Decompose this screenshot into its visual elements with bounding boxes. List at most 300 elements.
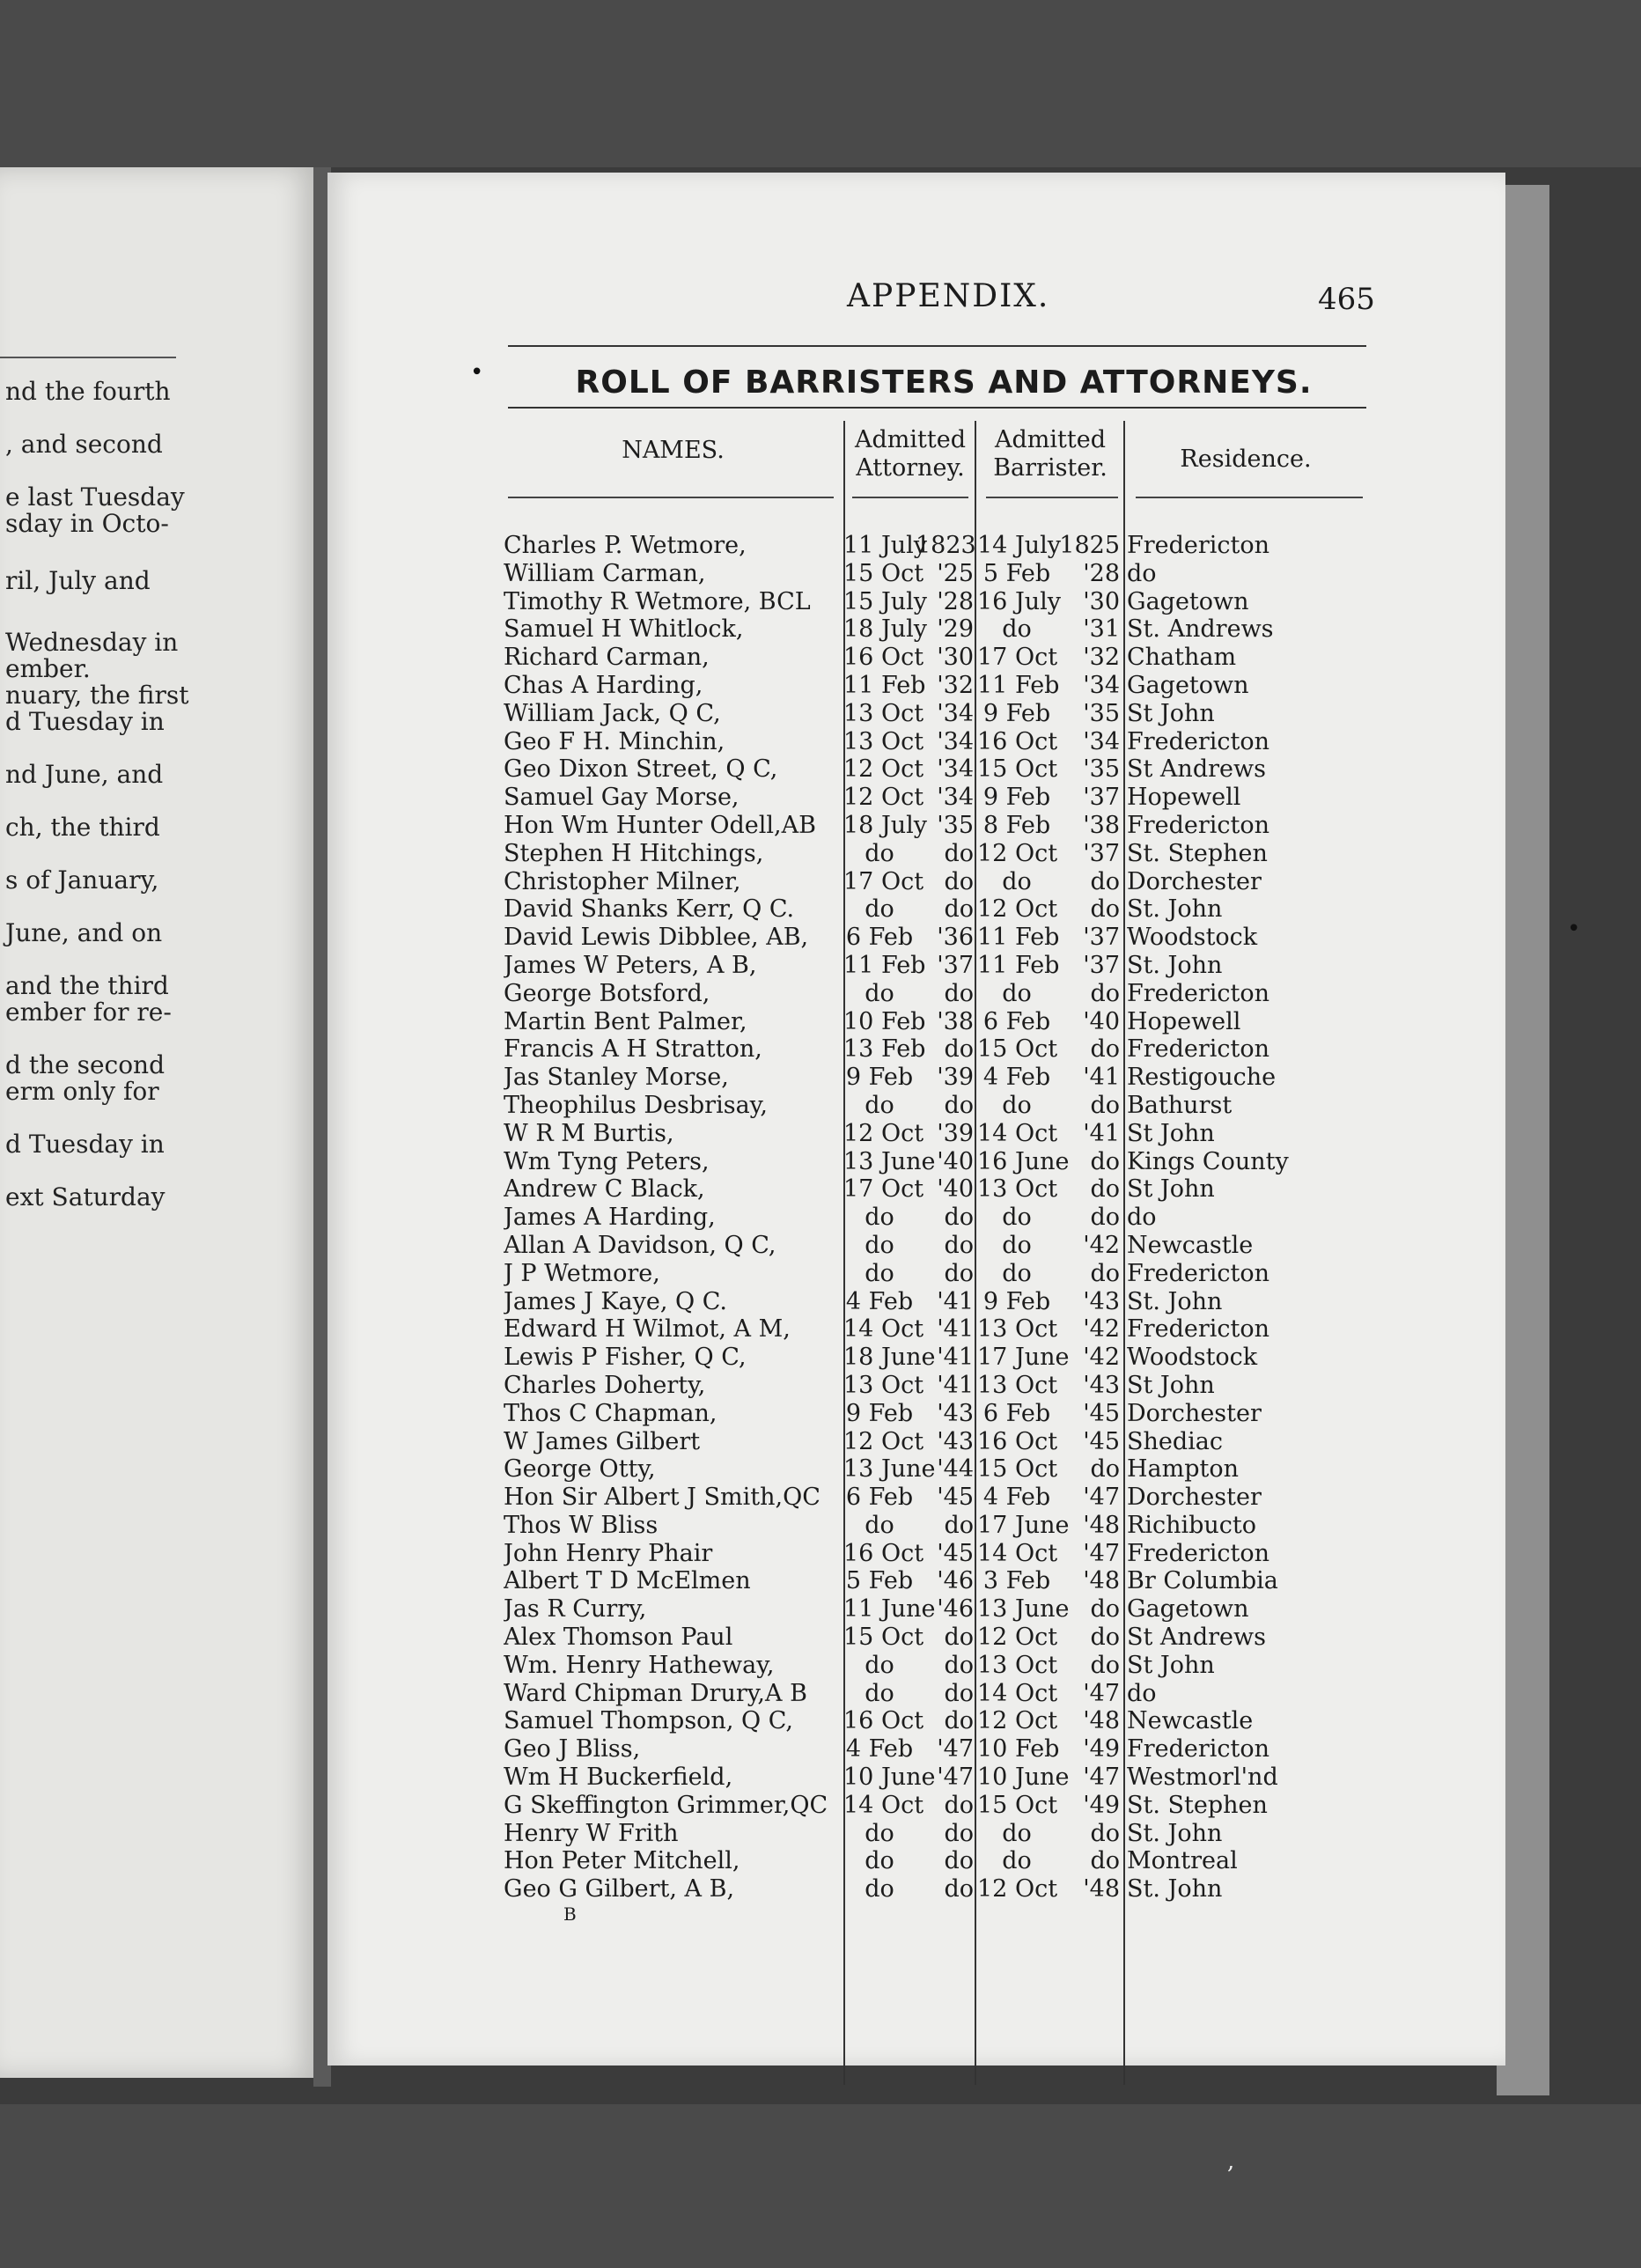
right-page (327, 173, 1505, 2066)
cell-attorney-date: 12 Oct (843, 1427, 924, 1455)
cell-barrister-date: 13 June (977, 1595, 1070, 1624)
cell-attorney-year: '39 (937, 1064, 974, 1092)
cell-barrister-year: do (1090, 1091, 1120, 1119)
cell-name: Timothy R Wetmore, BCL (504, 587, 811, 615)
cell-residence: Bathurst (1127, 1091, 1233, 1119)
cell-barrister-date: do (1002, 1847, 1032, 1875)
cell-barrister-year: '41 (1083, 1119, 1120, 1147)
cell-barrister-date: 16 Oct (977, 1427, 1058, 1455)
cell-barrister-date: do (1002, 1204, 1032, 1232)
left-page-line: nd the fourth (5, 377, 171, 406)
cell-residence: Fredericton (1127, 1735, 1270, 1764)
cell-residence: Fredericton (1127, 1259, 1270, 1287)
cell-attorney-year: '29 (937, 615, 974, 644)
cell-residence: Fredericton (1127, 979, 1270, 1007)
cell-barrister-date: 10 Feb (977, 1735, 1060, 1764)
cell-residence: St John (1127, 1175, 1215, 1204)
cell-residence: Gagetown (1127, 1595, 1249, 1624)
cell-attorney-year: do (944, 1651, 974, 1679)
cell-residence: Fredericton (1127, 532, 1270, 559)
table-row (327, 1120, 1505, 1148)
cell-residence: Kings County (1127, 1147, 1289, 1175)
cell-attorney-year: '46 (937, 1595, 974, 1624)
cell-attorney-date: do (865, 1204, 894, 1232)
cell-barrister-date: 4 Feb (982, 1484, 1051, 1512)
table-row (327, 1372, 1505, 1400)
cell-residence: Richibucto (1127, 1511, 1257, 1539)
table-row (327, 1847, 1505, 1875)
cell-barrister-date: 17 June (977, 1344, 1070, 1372)
cell-barrister-date: 17 Oct (977, 644, 1058, 672)
left-page-line: Wednesday in (5, 628, 179, 657)
cell-attorney-year: '35 (937, 811, 974, 839)
cell-name: Hon Wm Hunter Odell,AB (504, 811, 816, 839)
cell-residence: Montreal (1127, 1847, 1238, 1875)
left-facing-page (0, 167, 319, 2078)
cell-barrister-year: '48 (1083, 1707, 1120, 1735)
cell-barrister-year: '28 (1083, 559, 1120, 587)
cell-attorney-date: 13 June (843, 1455, 936, 1484)
cell-residence: Br Columbia (1127, 1567, 1278, 1595)
cell-attorney-year: do (944, 1819, 974, 1847)
cell-name: Wm Tyng Peters, (504, 1147, 710, 1175)
cell-name: John Henry Phair (504, 1539, 713, 1567)
cell-attorney-year: '41 (937, 1344, 974, 1372)
table-row (327, 700, 1505, 728)
cell-attorney-date: do (865, 1819, 894, 1847)
cell-residence: Newcastle (1127, 1707, 1254, 1735)
cell-attorney-date: 9 Feb (845, 1064, 914, 1092)
cell-barrister-year: '40 (1083, 1007, 1120, 1035)
table-row (327, 1680, 1505, 1708)
left-page-line: and the third (5, 971, 169, 1000)
table-row (327, 1540, 1505, 1568)
cell-residence: Shediac (1127, 1427, 1224, 1455)
cell-attorney-year: do (944, 1035, 974, 1064)
cell-name: Stephen H Hitchings, (504, 839, 764, 867)
table-row (327, 728, 1505, 756)
left-page-line: erm only for (5, 1077, 159, 1106)
backdrop-top (0, 0, 1641, 167)
cell-attorney-date: 16 Oct (843, 1539, 924, 1567)
table-row (327, 1595, 1505, 1624)
cell-barrister-year: '47 (1083, 1539, 1120, 1567)
cell-residence: Fredericton (1127, 1539, 1270, 1567)
left-page-line: ch, the third (5, 813, 160, 842)
col-rule-attorney (852, 497, 968, 498)
cell-barrister-year: '35 (1083, 755, 1120, 784)
table-row (327, 1652, 1505, 1680)
cell-barrister-year: '47 (1083, 1679, 1120, 1707)
table-row (327, 1260, 1505, 1288)
cell-residence: St. Andrews (1127, 615, 1274, 644)
left-page-line: ember. (5, 654, 91, 683)
cell-residence: Chatham (1127, 644, 1237, 672)
cell-attorney-date: do (865, 839, 894, 867)
cell-barrister-year: '49 (1083, 1791, 1120, 1819)
cell-barrister-date: 9 Feb (982, 1287, 1051, 1315)
cell-barrister-year: do (1090, 867, 1120, 895)
cell-attorney-year: do (944, 1204, 974, 1232)
cell-residence: St John (1127, 699, 1215, 727)
cell-attorney-year: '44 (937, 1455, 974, 1484)
table-row (327, 1008, 1505, 1036)
left-page-line: d Tuesday in (5, 1130, 165, 1159)
table-row (327, 1064, 1505, 1092)
running-head: APPENDIX. (847, 278, 1050, 314)
left-page-line: , and second (5, 430, 163, 459)
cell-attorney-year: do (944, 867, 974, 895)
cell-barrister-date: 15 Oct (977, 1455, 1058, 1484)
cell-residence: Hopewell (1127, 1007, 1241, 1035)
cell-attorney-year: do (944, 1707, 974, 1735)
page-title: ROLL OF BARRISTERS AND ATTORNEYS. (575, 364, 1313, 401)
cell-name: Andrew C Black, (504, 1175, 705, 1204)
cell-residence: St Andrews (1127, 1624, 1266, 1652)
cell-residence: do (1127, 559, 1157, 587)
cell-barrister-date: 13 Oct (977, 1371, 1058, 1399)
cell-barrister-year: '37 (1083, 924, 1120, 952)
table-row (327, 1204, 1505, 1232)
table-row (327, 784, 1505, 812)
cell-barrister-year: do (1090, 1035, 1120, 1064)
cell-attorney-year: '47 (937, 1735, 974, 1764)
table-row (327, 1428, 1505, 1456)
cell-barrister-date: 12 Oct (977, 1875, 1058, 1904)
cell-barrister-date: 16 June (977, 1147, 1070, 1175)
table-row (327, 560, 1505, 588)
cell-barrister-date: 12 Oct (977, 839, 1058, 867)
cell-residence: Dorchester (1127, 867, 1262, 895)
cell-barrister-date: 14 Oct (977, 1679, 1058, 1707)
cell-residence: St. John (1127, 1819, 1223, 1847)
col-head-barrister (977, 426, 1123, 482)
cell-attorney-date: do (865, 1091, 894, 1119)
cell-attorney-year: do (944, 895, 974, 924)
cell-name: Jas Stanley Morse, (504, 1064, 729, 1092)
cell-name: James A Harding, (504, 1204, 716, 1232)
cell-residence: Hopewell (1127, 784, 1241, 812)
cell-barrister-date: do (1002, 1259, 1032, 1287)
cell-name: Geo F H. Minchin, (504, 727, 725, 755)
cell-attorney-date: 14 Oct (843, 1791, 924, 1819)
cell-attorney-year: '41 (937, 1315, 974, 1344)
cell-attorney-date: 6 Feb (845, 1484, 914, 1512)
cell-name: Hon Sir Albert J Smith,QC (504, 1484, 820, 1512)
table-row (327, 812, 1505, 840)
cell-name: George Botsford, (504, 979, 710, 1007)
cell-attorney-date: do (865, 1875, 894, 1904)
cell-attorney-date: 10 Feb (843, 1007, 926, 1035)
cell-attorney-year: do (944, 1231, 974, 1259)
left-page-line: nd June, and (5, 760, 164, 789)
col-head-attorney-line2: Attorney. (856, 454, 965, 482)
left-page-line: sday in Octo- (5, 509, 169, 538)
cell-barrister-year: '34 (1083, 727, 1120, 755)
cell-attorney-date: do (865, 895, 894, 924)
cell-barrister-year: '42 (1083, 1315, 1120, 1344)
cell-barrister-date: do (1002, 867, 1032, 895)
cell-barrister-date: 15 Oct (977, 1791, 1058, 1819)
cell-name: David Shanks Kerr, Q C. (504, 895, 795, 924)
cell-attorney-date: 18 June (843, 1344, 936, 1372)
table-row (327, 588, 1505, 616)
table-row (327, 1288, 1505, 1316)
cell-attorney-year: do (944, 1875, 974, 1904)
cell-name: Alex Thomson Paul (504, 1624, 733, 1652)
left-page-line: ember for re- (5, 998, 172, 1027)
cell-attorney-date: do (865, 1651, 894, 1679)
cell-residence: St John (1127, 1119, 1215, 1147)
cell-name: Geo Dixon Street, Q C, (504, 755, 778, 784)
cell-barrister-date: 11 Feb (977, 924, 1060, 952)
cell-attorney-year: '46 (937, 1567, 974, 1595)
cell-residence: Hampton (1127, 1455, 1240, 1484)
cell-name: Ward Chipman Drury,A B (504, 1679, 807, 1707)
cell-name: Henry W Frith (504, 1819, 679, 1847)
cell-attorney-year: '37 (937, 951, 974, 979)
left-page-line: e last Tuesday (5, 482, 185, 512)
cell-residence: Dorchester (1127, 1399, 1262, 1427)
cell-barrister-date: 13 Oct (977, 1175, 1058, 1204)
cell-name: Martin Bent Palmer, (504, 1007, 747, 1035)
cell-barrister-year: do (1090, 1147, 1120, 1175)
cell-name: Richard Carman, (504, 644, 710, 672)
cell-residence: Gagetown (1127, 671, 1249, 699)
cell-attorney-year: '40 (937, 1175, 974, 1204)
cell-barrister-year: '31 (1083, 615, 1120, 644)
cell-name: Allan A Davidson, Q C, (504, 1231, 776, 1259)
cell-attorney-year: do (944, 1511, 974, 1539)
cell-name: Samuel Thompson, Q C, (504, 1707, 793, 1735)
cell-attorney-date: 4 Feb (845, 1287, 914, 1315)
table-row (327, 615, 1505, 644)
cell-name: Lewis P Fisher, Q C, (504, 1344, 747, 1372)
table-row (327, 1512, 1505, 1540)
cell-attorney-year: do (944, 1624, 974, 1652)
cell-attorney-date: 12 Oct (843, 784, 924, 812)
table-row (327, 840, 1505, 868)
ink-dot: • (1567, 916, 1581, 942)
cell-barrister-year: do (1090, 1175, 1120, 1204)
left-page-line: d Tuesday in (5, 707, 165, 736)
cell-name: Christopher Milner, (504, 867, 741, 895)
cell-attorney-date: 11 July (843, 532, 928, 559)
cell-attorney-date: 14 Oct (843, 1315, 924, 1344)
cell-attorney-date: 18 July (843, 811, 928, 839)
cell-attorney-date: 16 Oct (843, 644, 924, 672)
cell-name: Thos W Bliss (504, 1511, 659, 1539)
cell-name: Geo G Gilbert, A B, (504, 1875, 735, 1904)
cell-attorney-year: '39 (937, 1119, 974, 1147)
cell-name: W James Gilbert (504, 1427, 701, 1455)
table-row (327, 1484, 1505, 1512)
cell-attorney-date: 10 June (843, 1764, 936, 1792)
cell-barrister-date: 12 Oct (977, 1624, 1058, 1652)
cell-residence: St. John (1127, 1875, 1223, 1904)
cell-attorney-date: 13 Oct (843, 727, 924, 755)
cell-name: Samuel Gay Morse, (504, 784, 740, 812)
cell-attorney-date: 13 Feb (843, 1035, 926, 1064)
cell-barrister-year: '43 (1083, 1287, 1120, 1315)
cell-attorney-year: '38 (937, 1007, 974, 1035)
cell-barrister-year: do (1090, 979, 1120, 1007)
cell-barrister-year: '35 (1083, 699, 1120, 727)
cell-barrister-date: 5 Feb (982, 559, 1051, 587)
cell-barrister-year: '42 (1083, 1344, 1120, 1372)
cell-barrister-date: 15 Oct (977, 755, 1058, 784)
cell-barrister-date: 15 Oct (977, 1035, 1058, 1064)
cell-attorney-year: do (944, 1791, 974, 1819)
cell-barrister-date: 12 Oct (977, 895, 1058, 924)
cell-barrister-year: '49 (1083, 1735, 1120, 1764)
cell-barrister-year: 1825 (1059, 532, 1120, 559)
cell-attorney-date: 6 Feb (845, 924, 914, 952)
cell-name: William Carman, (504, 559, 706, 587)
cell-name: Chas A Harding, (504, 671, 703, 699)
cell-residence: Fredericton (1127, 1315, 1270, 1344)
cell-residence: St. Stephen (1127, 839, 1268, 867)
cell-residence: Woodstock (1127, 1344, 1258, 1372)
cell-barrister-year: '45 (1083, 1399, 1120, 1427)
cell-attorney-date: 16 Oct (843, 1707, 924, 1735)
cell-name: Wm. Henry Hatheway, (504, 1651, 775, 1679)
cell-attorney-date: 11 Feb (843, 671, 926, 699)
col-head-attorney-line1: Admitted (855, 426, 966, 453)
header-rule (508, 345, 1366, 347)
left-page-line: d the second (5, 1050, 166, 1079)
cell-residence: Gagetown (1127, 587, 1249, 615)
cell-attorney-date: 5 Feb (845, 1567, 914, 1595)
cell-barrister-date: 11 Feb (977, 951, 1060, 979)
col-head-barrister-line2: Barrister. (993, 454, 1107, 482)
cell-attorney-year: '34 (937, 727, 974, 755)
table-row (327, 1148, 1505, 1176)
cell-attorney-year: do (944, 1259, 974, 1287)
cell-attorney-year: '30 (937, 644, 974, 672)
cell-attorney-year: '45 (937, 1539, 974, 1567)
cell-name: Samuel H Whitlock, (504, 615, 744, 644)
backdrop-bottom (0, 2104, 1641, 2268)
cell-name: J P Wetmore, (504, 1259, 660, 1287)
cell-barrister-date: 13 Oct (977, 1315, 1058, 1344)
table-row (327, 1315, 1505, 1344)
cell-barrister-date: 4 Feb (982, 1064, 1051, 1092)
col-rule-names (508, 497, 834, 498)
cell-barrister-date: 6 Feb (982, 1007, 1051, 1035)
cell-residence: St John (1127, 1371, 1215, 1399)
cell-attorney-year: '43 (937, 1427, 974, 1455)
cell-name: Francis A H Stratton, (504, 1035, 762, 1064)
cell-attorney-year: '34 (937, 755, 974, 784)
cell-barrister-year: '41 (1083, 1064, 1120, 1092)
cell-barrister-date: do (1002, 1231, 1032, 1259)
table-row (327, 532, 1505, 560)
ink-dot: • (470, 359, 484, 386)
cell-barrister-year: '38 (1083, 811, 1120, 839)
table-row (327, 1792, 1505, 1820)
cell-barrister-year: '42 (1083, 1231, 1120, 1259)
cell-name: William Jack, Q C, (504, 699, 721, 727)
cell-attorney-date: do (865, 979, 894, 1007)
table-row (327, 924, 1505, 952)
cell-barrister-year: do (1090, 1595, 1120, 1624)
col-head-barrister-line1: Admitted (995, 426, 1106, 453)
cell-barrister-date: 12 Oct (977, 1707, 1058, 1735)
cell-attorney-date: 9 Feb (845, 1399, 914, 1427)
cell-attorney-year: do (944, 979, 974, 1007)
cell-attorney-date: 18 July (843, 615, 928, 644)
cell-barrister-year: do (1090, 1455, 1120, 1484)
cell-residence: St. John (1127, 1287, 1223, 1315)
cell-name: Jas R Curry, (504, 1595, 647, 1624)
cell-attorney-date: 13 June (843, 1147, 936, 1175)
cell-residence: Fredericton (1127, 727, 1270, 755)
cell-residence: Westmorl'nd (1127, 1764, 1278, 1792)
col-head-attorney (845, 426, 975, 482)
cell-name: W R M Burtis, (504, 1119, 674, 1147)
cell-attorney-date: do (865, 1511, 894, 1539)
cell-attorney-year: '41 (937, 1287, 974, 1315)
cell-attorney-date: 11 June (843, 1595, 936, 1624)
cell-attorney-year: 1823 (916, 532, 976, 559)
cell-name: George Otty, (504, 1455, 656, 1484)
cell-name: Hon Peter Mitchell, (504, 1847, 740, 1875)
cell-barrister-date: 14 Oct (977, 1539, 1058, 1567)
cell-barrister-date: 9 Feb (982, 699, 1051, 727)
left-page-line: ext Saturday (5, 1182, 166, 1211)
table-row (327, 755, 1505, 784)
cell-name: David Lewis Dibblee, AB, (504, 924, 809, 952)
cell-attorney-year: do (944, 1091, 974, 1119)
ink-dot: , (1227, 2148, 1235, 2175)
cell-residence: Dorchester (1127, 1484, 1262, 1512)
cell-barrister-date: 6 Feb (982, 1399, 1051, 1427)
cell-attorney-date: 12 Oct (843, 1119, 924, 1147)
cell-barrister-date: 16 Oct (977, 727, 1058, 755)
cell-attorney-year: '34 (937, 784, 974, 812)
cell-attorney-date: 17 Oct (843, 867, 924, 895)
cell-residence: Restigouche (1127, 1064, 1277, 1092)
cell-name: Thos C Chapman, (504, 1399, 717, 1427)
cell-residence: Newcastle (1127, 1231, 1254, 1259)
cell-barrister-year: do (1090, 1624, 1120, 1652)
cell-attorney-year: '47 (937, 1764, 974, 1792)
cell-residence: Fredericton (1127, 1035, 1270, 1064)
cell-attorney-date: do (865, 1259, 894, 1287)
col-head-names (504, 437, 843, 465)
cell-barrister-date: do (1002, 615, 1032, 644)
cell-barrister-year: '45 (1083, 1427, 1120, 1455)
cell-attorney-year: '43 (937, 1399, 974, 1427)
cell-residence: Woodstock (1127, 924, 1258, 952)
left-page-rule (0, 357, 176, 358)
cell-attorney-year: do (944, 839, 974, 867)
cell-barrister-year: '48 (1083, 1567, 1120, 1595)
cell-barrister-date: 13 Oct (977, 1651, 1058, 1679)
cell-barrister-year: do (1090, 1847, 1120, 1875)
cell-barrister-year: '47 (1083, 1484, 1120, 1512)
cell-attorney-date: 15 Oct (843, 1624, 924, 1652)
cell-barrister-date: 10 June (977, 1764, 1070, 1792)
cell-attorney-date: do (865, 1679, 894, 1707)
table-row (327, 1764, 1505, 1792)
cell-attorney-year: '40 (937, 1147, 974, 1175)
left-page-line: June, and on (5, 918, 163, 947)
cell-residence: do (1127, 1204, 1157, 1232)
table-row (327, 980, 1505, 1008)
cell-barrister-year: '30 (1083, 587, 1120, 615)
